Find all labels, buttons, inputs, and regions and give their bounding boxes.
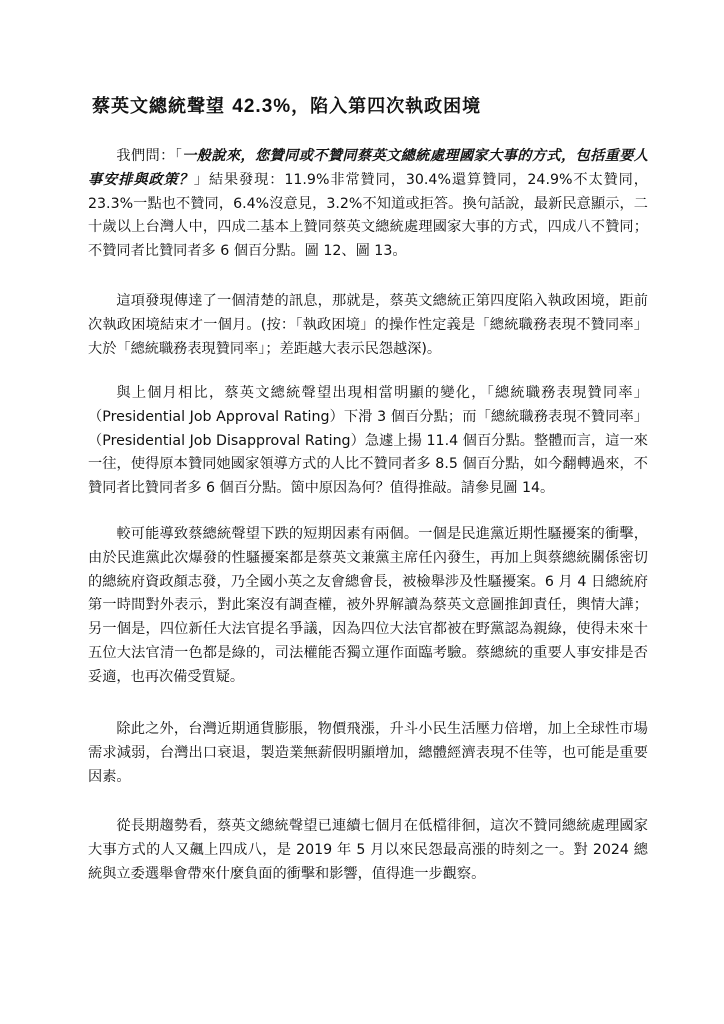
paragraph-4: 較可能導致蔡總統聲望下跌的短期因素有兩個。一個是民進黨近期性騷擾案的衝擊，由於民進黨此次爆發的性騷擾案都是蔡英文兼黨主席任內發生，再加上與蔡總統關係密切的總統府資政顏志發，乃全國小英之友會總會長，被檢舉涉及性騷擾案。6 月 4 日總統府第一時間對外表示，對此案沒有調查權，被外界解讀為蔡英文意圖推卸責任，輿情大譁；另一個是，四位新任大法官提名爭議，因為四位大法官都被在野黨認為親綠，使得未來十五位大法官清一色都是綠的，司法權能否獨立運作面臨考驗。蔡總統的重要人事安排是否妥適，也再次備受質疑。 — [88, 526, 648, 685]
paragraph-6: 從長期趨勢看，蔡英文總統聲望已連續七個月在低檔徘徊，這次不贊同總統處理國家大事方式的人又飆上四成八，是 2019 年 5 月以來民怨最高漲的時刻之一。對 2024 總統與立委選舉會帶來什麼負面的衝擊和影響，值得進一步觀察。 — [88, 818, 648, 882]
paragraph-5: 除此之外，台灣近期通貨膨脹，物價飛漲，升斗小民生活壓力倍增，加上全球性市場需求減弱，台灣出口衰退，製造業無薪假明顯增加，總體經濟表現不佳等，也可能是重要因素。 — [88, 721, 648, 785]
paragraph-1 — [88, 145, 648, 264]
paragraph-1-rest: 」結果發現：11.9%非常贊同，30.4%還算贊同，24.9%不太贊同，23.3%一點也不贊同，6.4%沒意見，3.2%不知道或拒答。換句話說，最新民意顯示，二十歲以上台灣人中，四成二基本上贊同蔡英文總統處理國家大事的方式，四成八不贊同；不贊同者比贊同者多 6 個百分點。圖 12、圖 13。 — [88, 171, 648, 260]
title-percent: 42.3% — [232, 96, 292, 117]
paragraph-2: 這項發現傳達了一個清楚的訊息，那就是，蔡英文總統正第四度陷入執政困境，距前次執政困境結束才一個月。(按：「執政困境」的操作性定義是「總統職務表現不贊同率」大於「總統職務表現贊同率」；差距越大表示民怨越深)。 — [88, 293, 648, 357]
paragraph-1-lead: 我們問：「 — [116, 148, 183, 164]
title-tail: ，陷入第四次執政困境 — [291, 96, 482, 117]
document-title — [92, 92, 481, 118]
title-lead: 蔡英文總統聲望 — [92, 96, 225, 117]
survey-question: 一般說來，您贊同或不贊同蔡英文總統處理國家大事的方式，包括重要人事安排與政策？ — [88, 148, 648, 188]
paragraph-3: 與上個月相比，蔡英文總統聲望出現相當明顯的變化，「總統職務表現贊同率」（Presidential Job Approval Rating）下滑 3 個百分點；而「總統職務表現不贊同率」（Presidential Job Disapproval Rating）急遽上揚 11.4 個百分點。整體而言，這一來一往，使得原本贊同她國家領導方式的人比不贊同者多 8.5 個百分點，如今翻轉過來，不贊同者比贊同者多 6 個百分點。箇中原因為何？值得推敲。請參見圖 14。 — [88, 385, 648, 497]
